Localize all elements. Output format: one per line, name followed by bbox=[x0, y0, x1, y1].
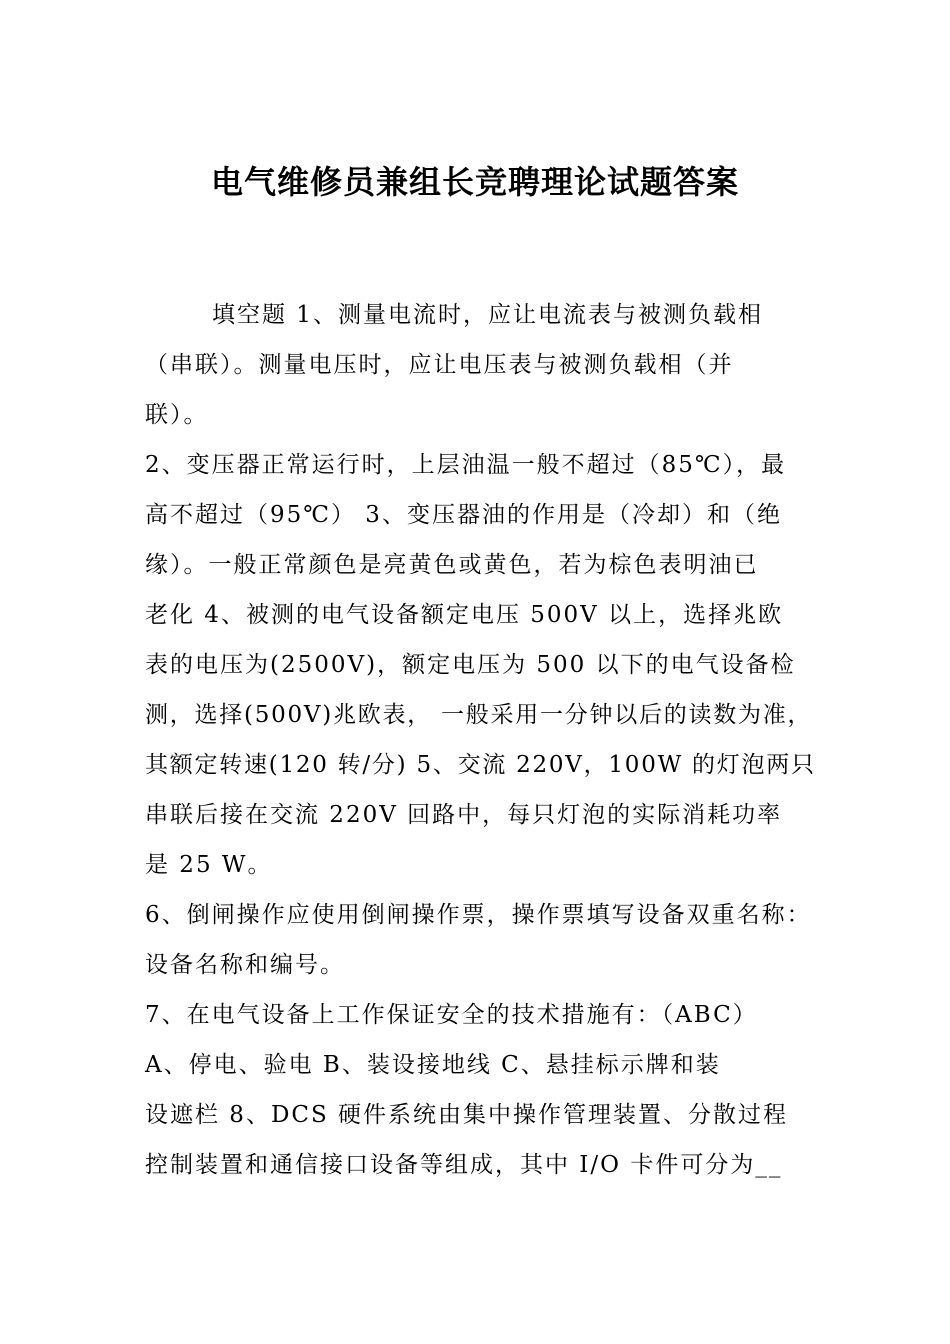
text-line: 2、变压器正常运行时，上层油温一般不超过（85℃），最 bbox=[145, 452, 787, 478]
text-line: 串联后接在交流 220V 回路中，每只灯泡的实际消耗功率 bbox=[145, 802, 783, 828]
text-line: 设备名称和编号。 bbox=[145, 952, 345, 978]
text-line: 测，选择(500V)兆欧表， 一般采用一分钟以后的读数为准， bbox=[145, 702, 813, 728]
text-line: （串联）。测量电压时，应让电压表与被测负载相（并 bbox=[145, 352, 734, 378]
text-line: 填空题 1、测量电流时，应让电流表与被测负载相 bbox=[212, 302, 763, 328]
text-line: 其额定转速(120 转/分) 5、交流 220V，100W 的灯泡两只 bbox=[145, 752, 816, 778]
text-line: 缘）。一般正常颜色是亮黄色或黄色，若为棕色表明油已 bbox=[145, 552, 759, 578]
text-line: 设遮栏 8、DCS 硬件系统由集中操作管理装置、分散过程 bbox=[145, 1102, 789, 1128]
document-title: 电气维修员兼组长竞聘理论试题答案 bbox=[210, 163, 739, 201]
text-line: 老化 4、被测的电气设备额定电压 500V 以上，选择兆欧 bbox=[145, 602, 784, 628]
text-line: 表的电压为(2500V)，额定电压为 500 以下的电气设备检 bbox=[145, 652, 796, 678]
text-line: A、停电、验电 B、装设接地线 C、悬挂标示牌和装 bbox=[145, 1052, 721, 1078]
document-body bbox=[145, 290, 817, 1190]
text-line: 高不超过（95℃） 3、变压器油的作用是（冷却）和（绝 bbox=[145, 502, 782, 528]
text-line: 联）。 bbox=[145, 402, 209, 428]
text-line: 是 25 W。 bbox=[145, 852, 273, 878]
text-line: 6、倒闸操作应使用倒闸操作票，操作票填写设备双重名称： bbox=[145, 902, 812, 928]
text-line: 控制装置和通信接口设备等组成，其中 I/O 卡件可分为__ bbox=[145, 1152, 783, 1178]
text-line: 7、在电气设备上工作保证安全的技术措施有：（ABC） bbox=[145, 1002, 758, 1028]
